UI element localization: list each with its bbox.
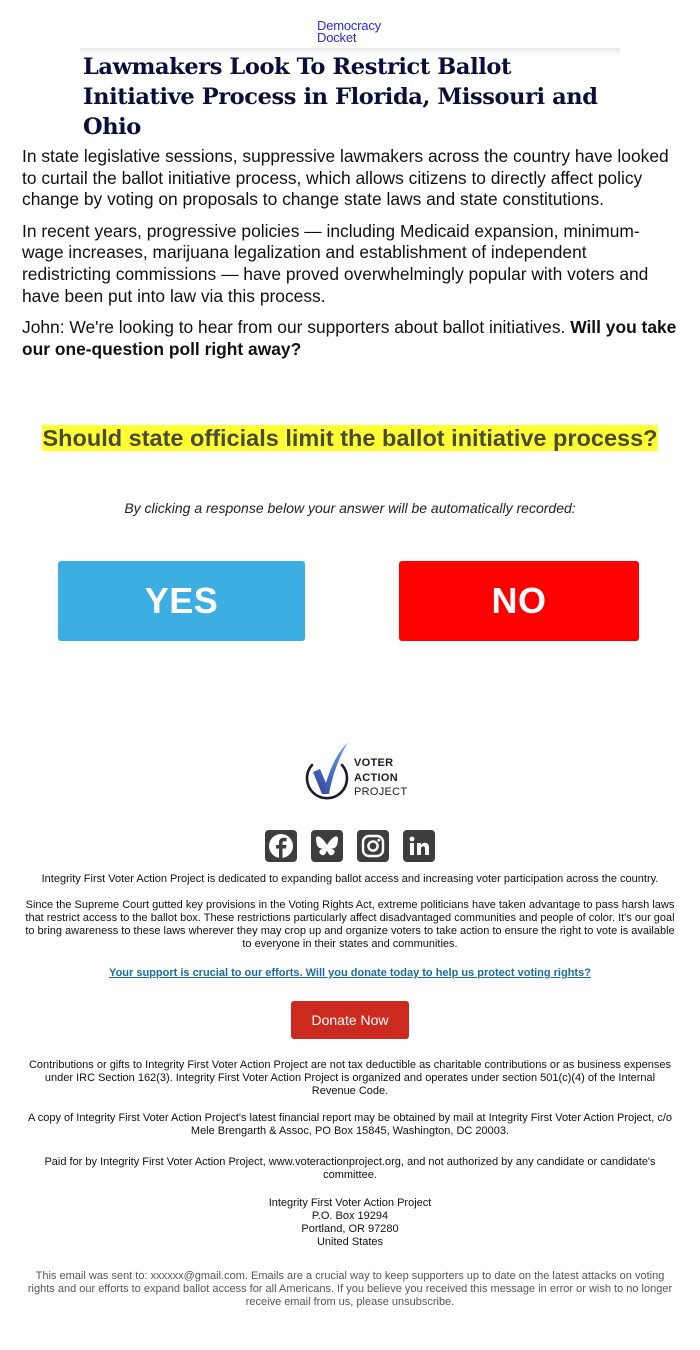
poll-note: By clicking a response below your answer will be automatically recorded: <box>124 500 576 516</box>
bluesky-icon[interactable] <box>311 830 343 862</box>
footer-about: Since the Supreme Court gutted key provisions in the Voting Rights Act, extreme politicians have taken advantage to pass harsh laws that restrict access to the ballot box. These restrictions particularly affect disadvantaged communities and people of color. It's our goal to bring awareness to these laws wherever they may crop up and organize voters to take action to ensure the right to vote is available to everyone in their states and communities. <box>25 899 675 950</box>
checkmark-logo-icon <box>302 740 352 802</box>
poll-question: Should state officials limit the ballot initiative process? <box>42 425 658 451</box>
body-copy <box>22 146 677 370</box>
headline: Lawmakers Look To Restrict Ballot Initiative Process in Florida, Missouri and Ohio <box>83 54 598 140</box>
body-paragraph: In recent years, progressive policies — including Medicaid expansion, minimum-wage increases, marijuana legalization and establishment of independent redistricting commissions — have proved overwhelmingly popular with voters and have been put into law via this process. <box>22 220 649 306</box>
donate-link[interactable]: Your support is crucial to our efforts. Will you donate today to help us protect voting rights? <box>109 967 591 979</box>
body-paragraph: In state legislative sessions, suppressive lawmakers across the country have looked to curtail the ballot initiative process, which allows citizens to directly affect policy change by voting on proposals to change state laws and state constitutions. <box>22 146 669 210</box>
footer-tax-disclaimer: Contributions or gifts to Integrity First Voter Action Project are not tax deductible as charitable contributions or as business expenses under IRC Section 162(3). Integrity First Voter Action Project is organized and operates under section 501(c)(4) of the Internal Revenue Code. <box>28 1059 671 1097</box>
footer-mission: Integrity First Voter Action Project is dedicated to expanding ballot access and increasing voter participation across the country. <box>41 873 659 885</box>
poll-ask: John: We're looking to hear from our supporters about ballot initiatives. Will you take our one-question poll right away? <box>22 317 677 359</box>
linkedin-icon[interactable] <box>403 830 435 862</box>
yes-button[interactable]: YES <box>58 561 305 641</box>
logo-text: VOTER ACTION PROJECT <box>354 757 408 798</box>
donate-now-button[interactable]: Donate Now <box>291 1001 409 1039</box>
facebook-icon[interactable] <box>265 830 297 862</box>
democracy-docket-logo: Democracy Docket <box>317 18 381 45</box>
header-banner <box>80 14 620 140</box>
no-button[interactable]: NO <box>399 561 639 641</box>
footer-sent-to: This email was sent to: xxxxxx@gmail.com. Emails are a crucial way to keep supporters up to date on the latest attacks on voting rights and our efforts to expand ballot access for all Americans. If you believe you received this message in error or wish to no longer receive email from us, please unsubscribe. <box>27 1270 673 1308</box>
voter-action-project-logo <box>302 740 408 802</box>
instagram-icon[interactable] <box>357 830 389 862</box>
footer-paid-for: Paid for by Integrity First Voter Action Project, www.voteractionproject.org, and not authorized by any candidate or candidate's committee. <box>44 1156 656 1181</box>
footer-address: Integrity First Voter Action Project P.O. Box 19294 Portland, OR 97280 United States <box>268 1197 432 1248</box>
social-links <box>265 830 435 862</box>
footer-financial-report: A copy of Integrity First Voter Action Project's latest financial report may be obtained by mail at Integrity First Voter Action Project, c/o Mele Brengarth & Assoc, PO Box 15845, Washington, DC 20003. <box>27 1112 673 1137</box>
